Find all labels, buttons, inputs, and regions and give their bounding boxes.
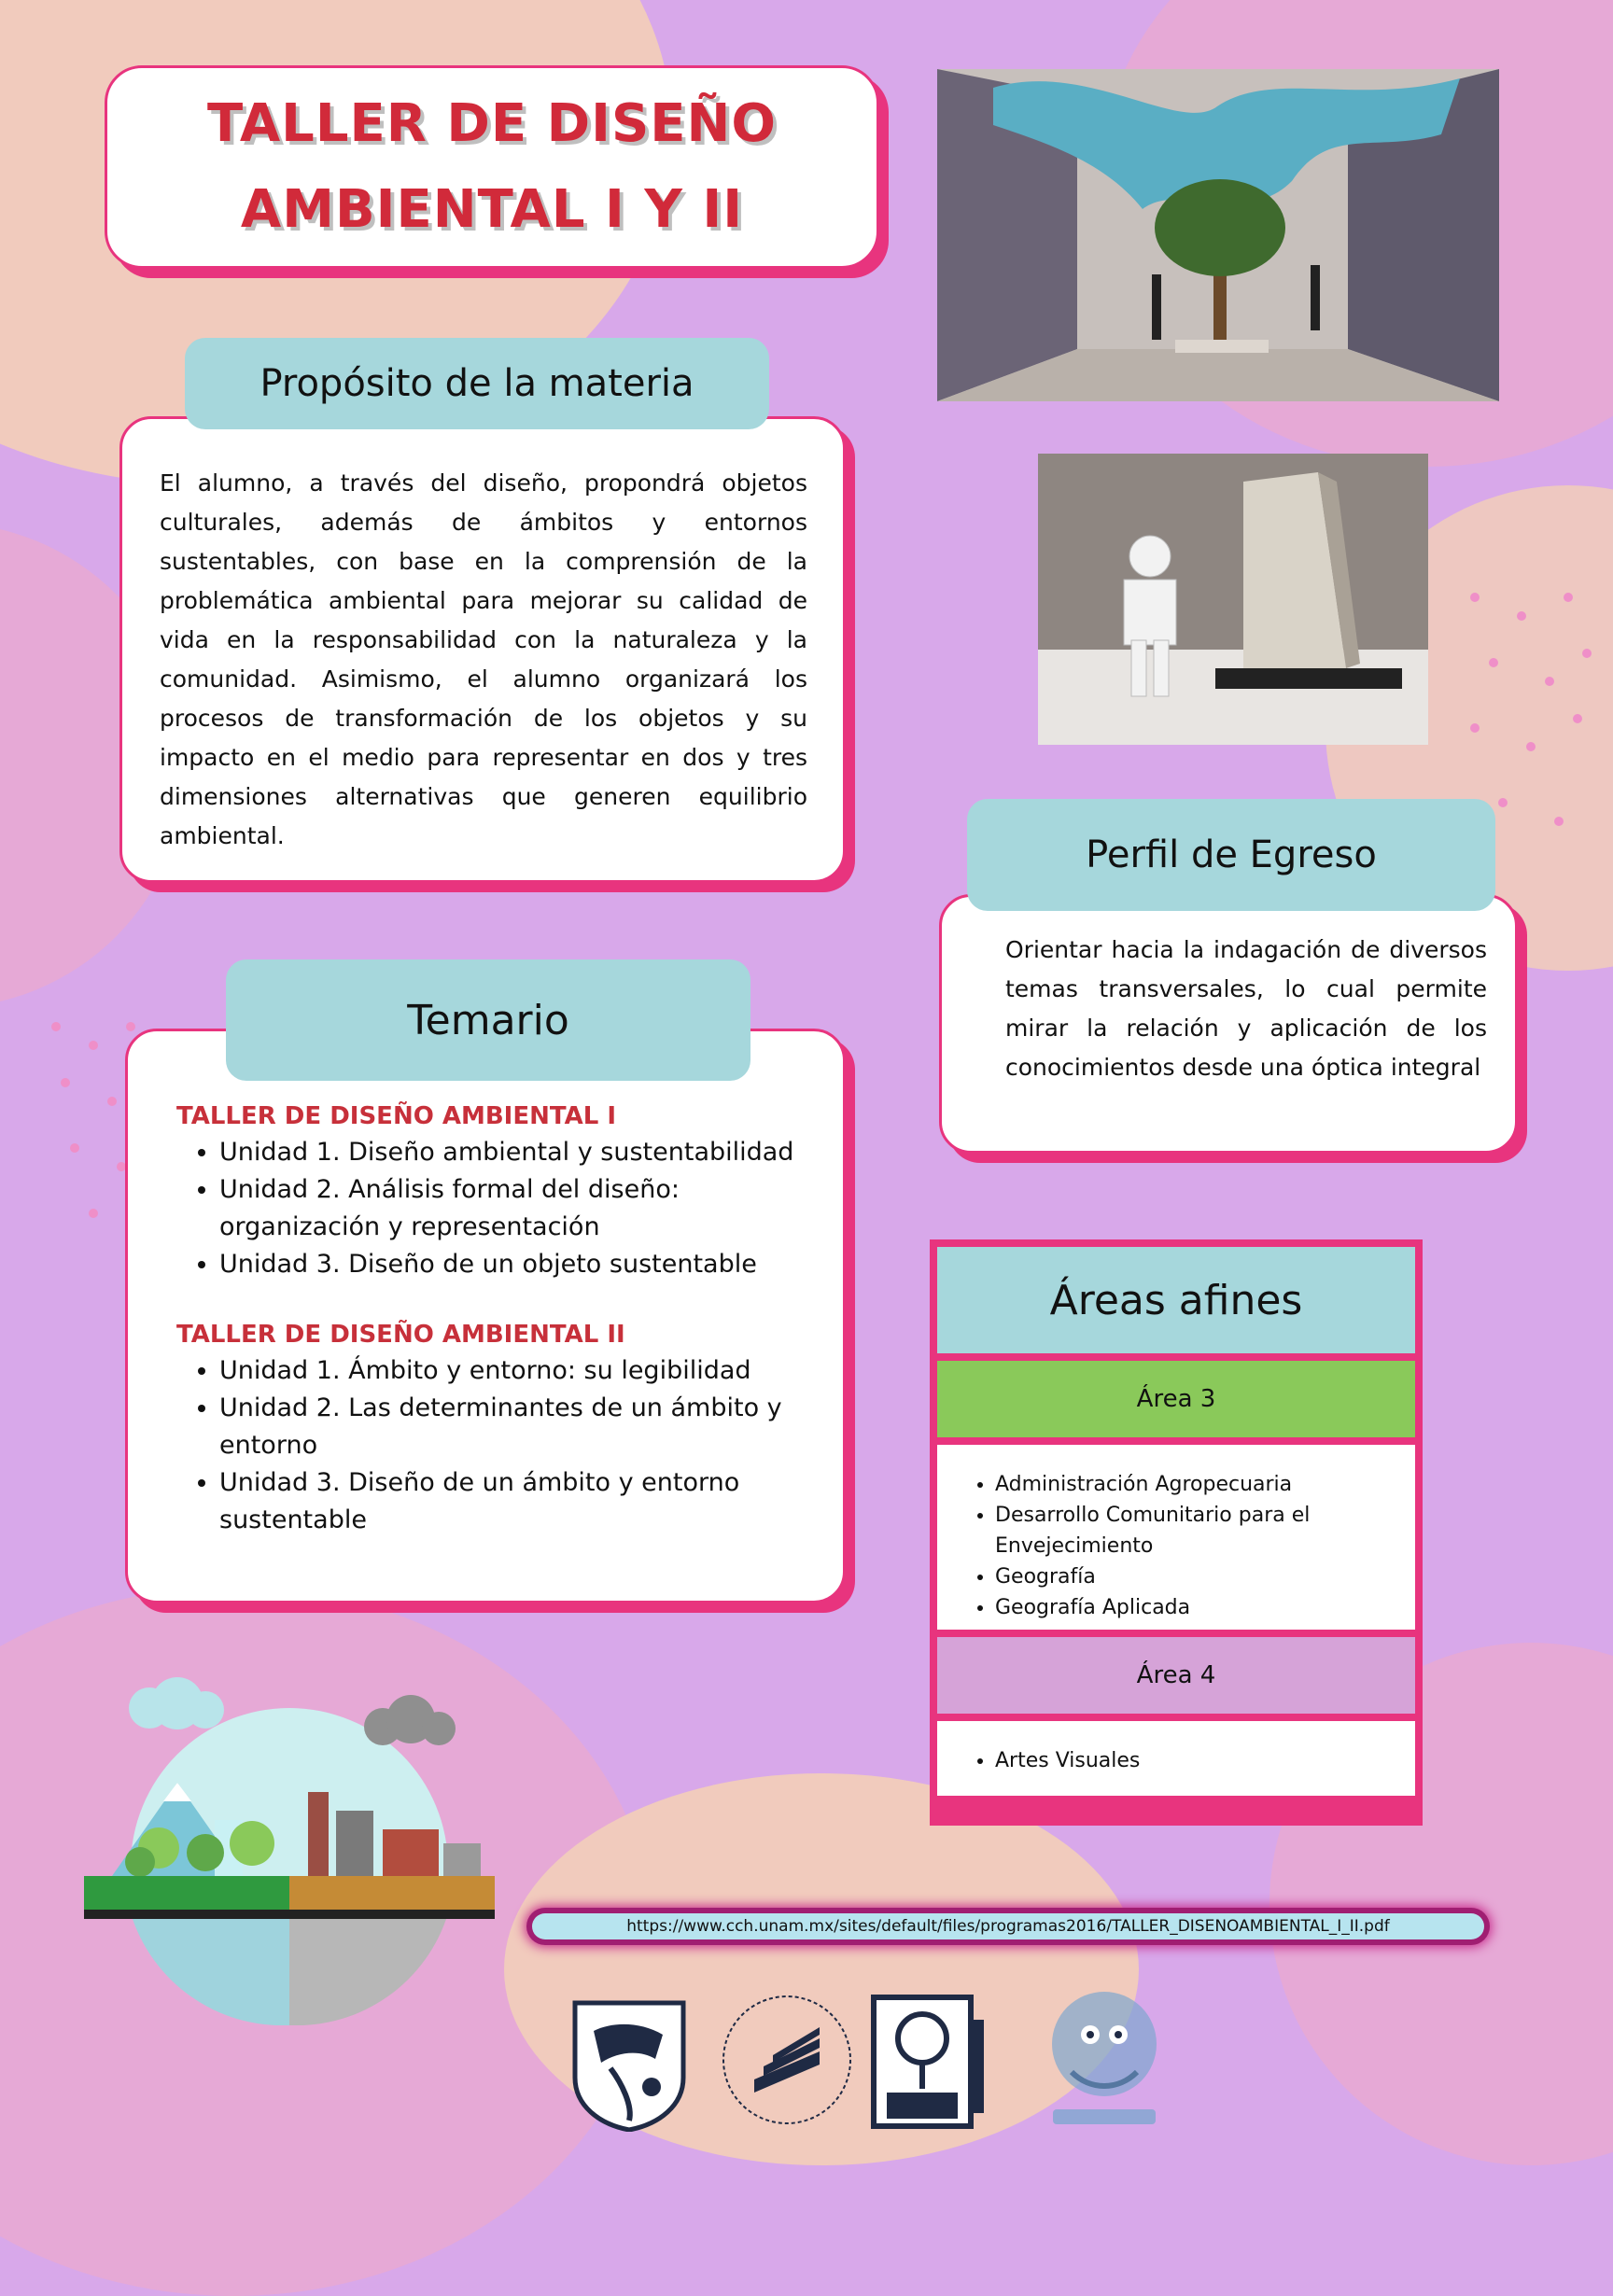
area-3-label: Área 3 — [1136, 1385, 1216, 1413]
area-4-header — [937, 1637, 1415, 1714]
course-1-unit-3: • Unidad 3. Diseño de un objeto sustentable — [219, 1246, 815, 1283]
page-title-line-1: TALLER DE DISEÑO — [206, 93, 778, 154]
area-3-body — [937, 1445, 1415, 1630]
temario-heading-text: Temario — [407, 996, 569, 1044]
area-4-label: Área 4 — [1136, 1661, 1216, 1689]
unam-crest-logo — [566, 1994, 693, 2132]
perfil-heading — [967, 799, 1495, 911]
area-3-item-2: • Desarrollo Comunitario para el Envejecimiento — [995, 1500, 1406, 1561]
temario-card — [125, 1029, 846, 1603]
perfil-text: Orientar hacia la indagación de diversos temas transversales, lo cual permite mirar la relación y aplicación de los conocimientos desde una óptica integral — [1005, 936, 1487, 1081]
course-2-title: TALLER DE DISEÑO AMBIENTAL II — [176, 1321, 625, 1349]
areas-heading-text: Áreas afines — [1049, 1276, 1303, 1324]
page-title-line-2: AMBIENTAL I Y II — [240, 179, 744, 240]
area-4-body — [937, 1721, 1415, 1796]
course-2-unit-1: • Unidad 1. Ámbito y entorno: su legibilidad — [219, 1352, 815, 1390]
model-tree-photo — [937, 69, 1499, 401]
source-url-bar[interactable] — [532, 1913, 1484, 1939]
course-2 — [176, 1321, 815, 1539]
area-3-list — [954, 1469, 1406, 1623]
course-2-unit-2: • Unidad 2. Las determinantes de un ámbito y entorno — [219, 1390, 815, 1464]
proposito-heading — [185, 338, 769, 429]
proposito-heading-text: Propósito de la materia — [259, 362, 694, 405]
colegio-de-ciencias-y-humanidades-logo — [717, 1990, 857, 2130]
area-3-item-3: • Geografía — [995, 1561, 1406, 1592]
course-1-unit-1: • Unidad 1. Diseño ambiental y sustentabilidad — [219, 1134, 815, 1171]
temario-heading — [226, 959, 750, 1081]
area-3-item-1: • Administración Agropecuaria — [995, 1469, 1406, 1500]
areas-table — [930, 1239, 1423, 1826]
departamento-de-psicopedagogia-logo — [1034, 1979, 1174, 2137]
eco-city-illustration — [75, 1652, 504, 2025]
course-1 — [176, 1102, 815, 1283]
model-monument-photo — [1038, 454, 1428, 745]
area-3-item-4: • Geografía Aplicada — [995, 1592, 1406, 1623]
cch-oriente-logo — [868, 1992, 989, 2132]
proposito-card — [119, 416, 846, 883]
course-2-unit-3: • Unidad 3. Diseño de un ámbito y entorno sustentable — [219, 1464, 815, 1539]
source-url[interactable]: https://www.cch.unam.mx/sites/default/files/programas2016/TALLER_DISENOAMBIENTAL_I_II.pdf — [626, 1917, 1390, 1936]
course-1-unit-2: • Unidad 2. Análisis formal del diseño: organización y representación — [219, 1171, 815, 1246]
perfil-card — [939, 894, 1518, 1154]
perfil-heading-text: Perfil de Egreso — [1086, 833, 1377, 876]
title-card — [105, 65, 879, 269]
areas-heading — [937, 1247, 1415, 1353]
course-2-units — [176, 1352, 815, 1539]
area-4-list — [954, 1745, 1406, 1776]
area-4-item-1: • Artes Visuales — [995, 1745, 1406, 1776]
proposito-text: El alumno, a través del diseño, propondrá objetos culturales, además de ámbitos y entornos sustentables, con base en la comprensión de la problemática ambiental para mejorar su calidad de vida en la responsabilidad con la naturaleza y la comunidad. Asimismo, el alumno organizará los procesos de transformación de los objetos y su impacto en el medio para representar en dos y tres dimensiones alternativas que generen equilibrio ambiental. — [160, 469, 807, 849]
area-3-header — [937, 1361, 1415, 1437]
course-1-units — [176, 1134, 815, 1283]
course-1-title: TALLER DE DISEÑO AMBIENTAL I — [176, 1102, 616, 1130]
